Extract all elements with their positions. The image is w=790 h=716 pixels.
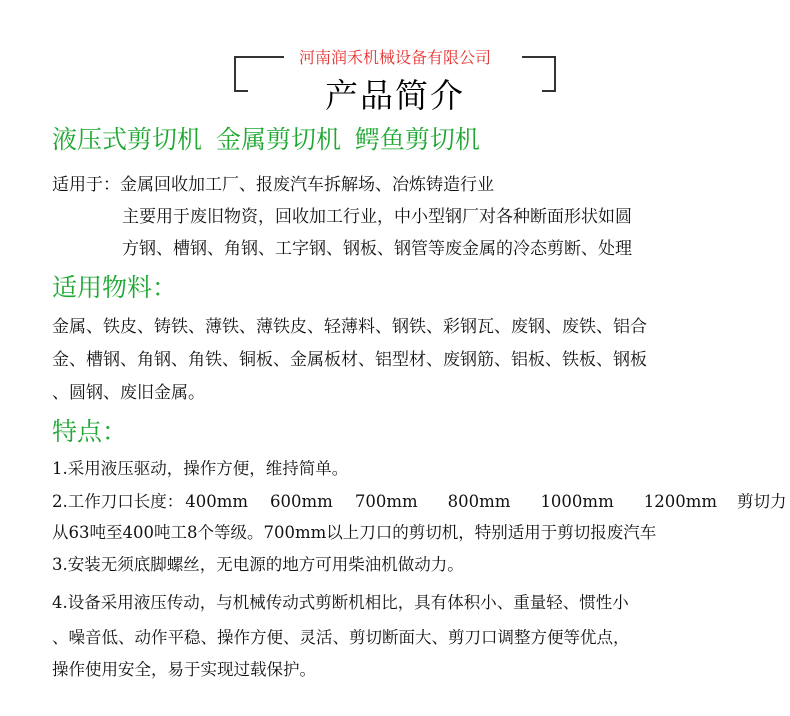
feature-item-2-continued: 从63吨至400吨工8个等级。700mm以上刀口的剪切机，特别适用于剪切报废汽车 [52, 523, 657, 542]
materials-line-1: 金属、铁皮、铸铁、薄铁、薄铁皮、轻薄料、钢铁、彩钢瓦、废钢、废铁、铝合 [52, 317, 647, 337]
feature-item-3: 3.安装无须底脚螺丝，无电源的地方可用柴油机做动力。 [52, 555, 464, 574]
product-heading: 液压式剪切机 金属剪切机 鳄鱼剪切机 [52, 125, 480, 154]
size-700: 700mm [354, 492, 418, 511]
feature-item-2-prefix: 2.工作刀口长度： [52, 492, 184, 511]
size-600: 600mm [270, 492, 333, 511]
size-1000: 1000mm [540, 492, 614, 511]
usage-line-1: 主要用于废旧物资，回收加工行业，中小型钢厂对各种断面形状如圆 [122, 207, 632, 227]
company-name: 河南润禾机械设备有限公司 [298, 48, 491, 67]
application-line: 适用于：金属回收加工厂、报废汽车拆解场、冶炼铸造行业 [52, 175, 494, 195]
feature-item-4-line-1: 4.设备采用液压传动，与机械传动式剪断机相比，具有体积小、重量轻、惯性小 [52, 593, 629, 612]
page-title: 产品简介 [325, 76, 465, 115]
size-1200: 1200mm [643, 492, 718, 511]
materials-line-2: 金、槽钢、角钢、角铁、铜板、金属板材、铝型材、废钢筋、铝板、铁板、钢板 [52, 350, 647, 370]
materials-heading: 适用物料： [52, 273, 178, 302]
feature-item-2-suffix: 剪切力 [737, 492, 787, 511]
feature-item-1: 1.采用液压驱动，操作方便，维持简单。 [52, 459, 349, 478]
features-heading: 特点： [52, 417, 128, 446]
size-400: 400mm [185, 492, 249, 511]
size-800: 800mm [447, 492, 511, 511]
feature-item-2 [52, 488, 787, 512]
materials-line-3: 、圆钢、废旧金属。 [52, 383, 205, 403]
usage-line-2: 方钢、槽钢、角钢、工字钢、钢板、钢管等废金属的冷态剪断、处理 [122, 239, 632, 259]
feature-item-4-line-2: 、噪音低、动作平稳、操作方便、灵活、剪切断面大、剪刀口调整方便等优点， [52, 628, 630, 647]
feature-item-4-line-3: 操作使用安全，易于实现过载保护。 [52, 660, 316, 679]
